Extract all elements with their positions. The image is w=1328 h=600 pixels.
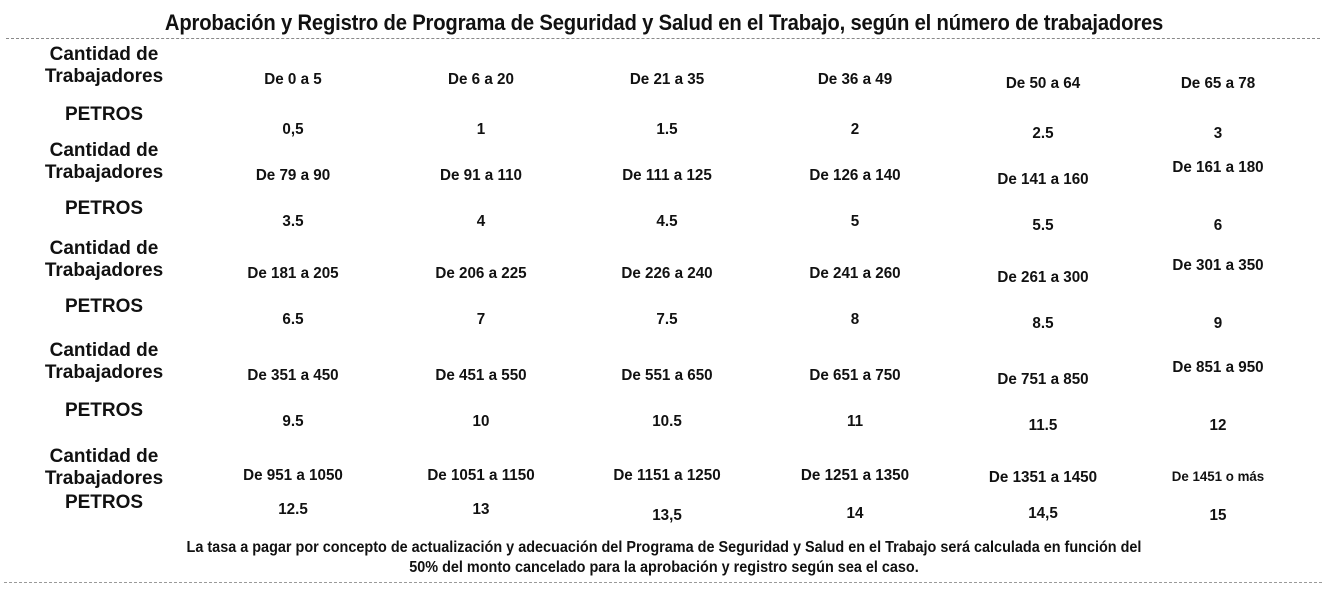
worker-range-cell: De 141 a 160	[997, 171, 1089, 188]
petros-value-cell: 7	[476, 311, 486, 328]
worker-range-cell: De 79 a 90	[255, 167, 331, 184]
worker-range-cell: De 651 a 750	[809, 367, 901, 384]
workers-label-line-1: Cantidad de	[49, 446, 159, 467]
worker-range-cell: De 126 a 140	[809, 167, 901, 184]
workers-label-line-1: Cantidad de	[49, 340, 159, 361]
footnote-line-2: 50% del monto cancelado para la aprobación y registro según sea el caso.	[409, 559, 919, 576]
workers-label	[18, 238, 190, 282]
petros-value-cell: 2.5	[1032, 125, 1054, 142]
petros-label: PETROS	[64, 198, 144, 219]
petros-value-cell: 1.5	[656, 121, 678, 138]
worker-range-cell: De 1351 a 1450	[988, 469, 1098, 486]
workers-label	[18, 44, 190, 88]
petros-value-cell: 0,5	[282, 121, 304, 138]
petros-label: PETROS	[64, 296, 144, 317]
workers-label-line-1: Cantidad de	[49, 238, 159, 259]
petros-value-cell: 9	[1213, 315, 1223, 332]
workers-label-line-1: Cantidad de	[49, 44, 159, 65]
petros-value-cell: 15	[1209, 507, 1227, 524]
workers-label-line-2: Trabajadores	[44, 66, 164, 87]
petros-value-cell: 12	[1209, 417, 1227, 434]
worker-range-cell: De 551 a 650	[621, 367, 713, 384]
workers-label-line-1: Cantidad de	[49, 140, 159, 161]
worker-range-cell: De 161 a 180	[1172, 159, 1264, 176]
petros-value-cell: 4	[476, 213, 486, 230]
workers-label	[18, 140, 190, 184]
petros-value-cell: 12.5	[278, 501, 308, 518]
worker-range-cell: De 91 a 110	[440, 167, 522, 184]
petros-value-cell: 10.5	[652, 413, 682, 430]
petros-value-cell: 11	[846, 413, 864, 430]
worker-range-cell: De 1051 a 1150	[427, 467, 535, 484]
title-divider	[6, 38, 1320, 39]
petros-label: PETROS	[64, 104, 144, 125]
table-title: Aprobación y Registro de Programa de Seguridad y Salud en el Trabajo, según el número de trabajadores	[164, 10, 1164, 35]
petros-value-cell: 4.5	[656, 213, 678, 230]
petros-value-cell: 10	[472, 413, 490, 430]
petros-value-cell: 14,5	[1028, 505, 1058, 522]
footnote	[46, 538, 1281, 578]
petros-value-cell: 13	[472, 501, 490, 518]
footnote-line-1: La tasa a pagar por concepto de actualización y adecuación del Programa de Seguridad y Salud en el Trabajo será calculada en función del	[186, 539, 1142, 556]
worker-range-cell: De 1451 o más	[1171, 468, 1265, 484]
petros-label: PETROS	[64, 400, 144, 421]
worker-range-cell: De 65 a 78	[1180, 75, 1256, 92]
worker-range-cell: De 301 a 350	[1172, 257, 1264, 274]
workers-label-line-2: Trabajadores	[44, 162, 164, 183]
workers-label-line-2: Trabajadores	[44, 260, 164, 281]
worker-range-cell: De 206 a 225	[435, 265, 527, 282]
worker-range-cell: De 50 a 64	[1005, 75, 1081, 92]
worker-range-cell: De 241 a 260	[809, 265, 901, 282]
petros-value-cell: 11.5	[1028, 417, 1058, 434]
worker-range-cell: De 111 a 125	[622, 167, 712, 184]
worker-range-cell: De 1251 a 1350	[800, 467, 910, 484]
petros-value-cell: 13,5	[652, 507, 682, 524]
worker-range-cell: De 351 a 450	[247, 367, 339, 384]
petros-value-cell: 8.5	[1032, 315, 1054, 332]
petros-value-cell: 6	[1213, 217, 1223, 234]
worker-range-cell: De 226 a 240	[621, 265, 713, 282]
petros-value-cell: 9.5	[282, 413, 304, 430]
petros-value-cell: 5.5	[1032, 217, 1054, 234]
workers-label	[18, 340, 190, 384]
workers-label-line-2: Trabajadores	[44, 468, 164, 489]
worker-range-cell: De 261 a 300	[997, 269, 1089, 286]
worker-range-cell: De 751 a 850	[997, 371, 1089, 388]
petros-value-cell: 14	[846, 505, 864, 522]
worker-range-cell: De 1151 a 1250	[613, 467, 721, 484]
workers-label	[18, 446, 190, 490]
petros-value-cell: 3	[1213, 125, 1223, 142]
petros-value-cell: 6.5	[282, 311, 304, 328]
workers-label-line-2: Trabajadores	[44, 362, 164, 383]
worker-range-cell: De 451 a 550	[435, 367, 527, 384]
petros-label: PETROS	[64, 492, 144, 513]
bottom-divider	[4, 582, 1322, 583]
worker-range-cell: De 21 a 35	[629, 71, 705, 88]
worker-range-cell: De 6 a 20	[448, 71, 514, 88]
petros-value-cell: 5	[850, 213, 860, 230]
worker-range-cell: De 0 a 5	[264, 71, 322, 88]
petros-value-cell: 2	[850, 121, 860, 138]
petros-value-cell: 1	[476, 121, 486, 138]
worker-range-cell: De 951 a 1050	[243, 467, 343, 484]
worker-range-cell: De 36 a 49	[817, 71, 893, 88]
petros-value-cell: 7.5	[656, 311, 678, 328]
worker-range-cell: De 181 a 205	[247, 265, 339, 282]
petros-value-cell: 3.5	[282, 213, 304, 230]
petros-value-cell: 8	[850, 311, 860, 328]
worker-range-cell: De 851 a 950	[1172, 359, 1264, 376]
